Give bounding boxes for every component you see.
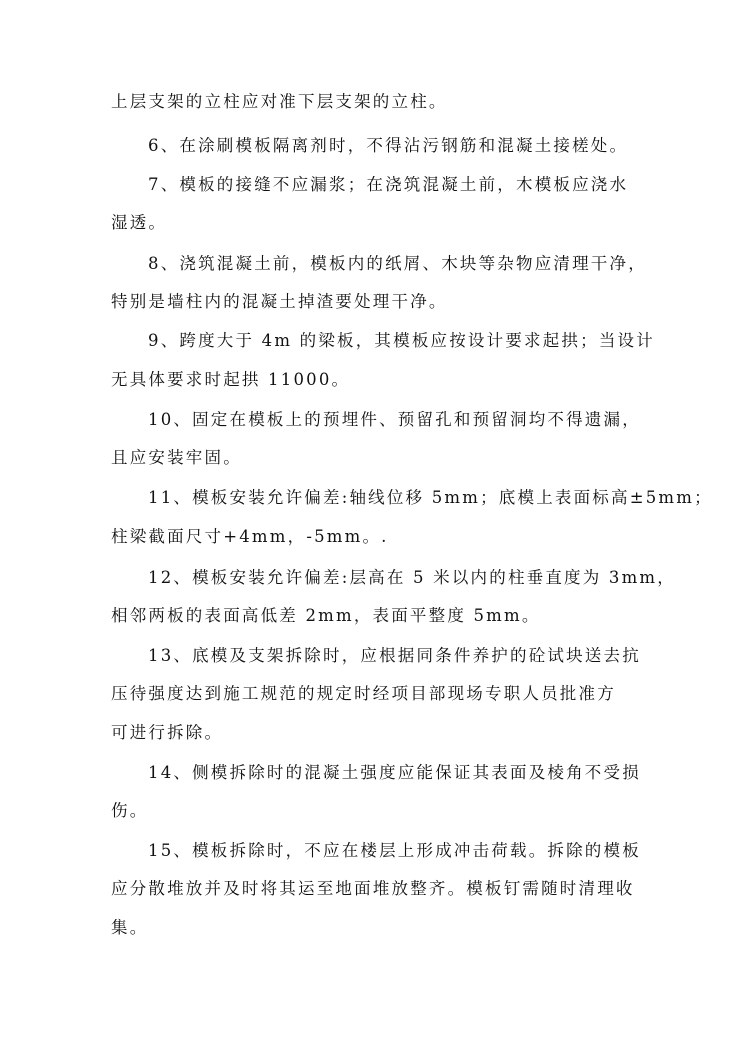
- text-line: 特别是墙柱内的混凝土掉渣要处理干净。: [111, 292, 448, 311]
- text-line: 柱梁截面尺寸+4mm，-5mm。.: [111, 527, 389, 546]
- text-line: 应分散堆放并及时将其运至地面堆放整齐。模板钉需随时清理收: [111, 879, 635, 898]
- text-line: 7、模板的接缝不应漏浆；在浇筑混凝土前，木模板应浇水: [148, 175, 629, 194]
- text-line: 10、固定在模板上的预埋件、预留孔和预留洞均不得遗漏，: [148, 410, 641, 429]
- text-line: 可进行拆除。: [111, 723, 224, 742]
- text-line: 13、底模及支架拆除时，应根据同条件养护的砼试块送去抗: [148, 646, 641, 665]
- text-line: 压待强度达到施工规范的规定时经项目部现场专职人员批准方: [111, 684, 616, 703]
- text-line: 12、模板安装允许偏差:层高在 5 米以内的柱垂直度为 3mm，: [148, 568, 676, 587]
- text-line: 上层支架的立柱应对准下层支架的立柱。: [111, 92, 448, 111]
- text-line: 相邻两板的表面高低差 2mm，表面平整度 5mm。: [111, 606, 541, 625]
- text-line: 集。: [111, 918, 149, 937]
- text-line: 15、模板拆除时，不应在楼层上形成冲击荷载。拆除的模板: [148, 841, 641, 860]
- text-line: 且应安装牢固。: [111, 448, 242, 467]
- text-line: 8、浇筑混凝土前，模板内的纸屑、木块等杂物应清理干净，: [148, 254, 647, 273]
- text-line: 无具体要求时起拱 11000。: [111, 370, 351, 389]
- text-line: 9、跨度大于 4m 的梁板，其模板应按设计要求起拱；当设计: [148, 331, 655, 350]
- text-line: 湿透。: [111, 213, 168, 232]
- text-line: 6、在涂刷模板隔离剂时，不得沾污钢筋和混凝土接槎处。: [148, 136, 629, 155]
- text-line: 14、侧模拆除时的混凝土强度应能保证其表面及棱角不受损: [148, 763, 641, 782]
- text-line: 伤。: [111, 801, 149, 820]
- text-line: 11、模板安装允许偏差:轴线位移 5mm；底模上表面标高±5mm；: [148, 488, 713, 507]
